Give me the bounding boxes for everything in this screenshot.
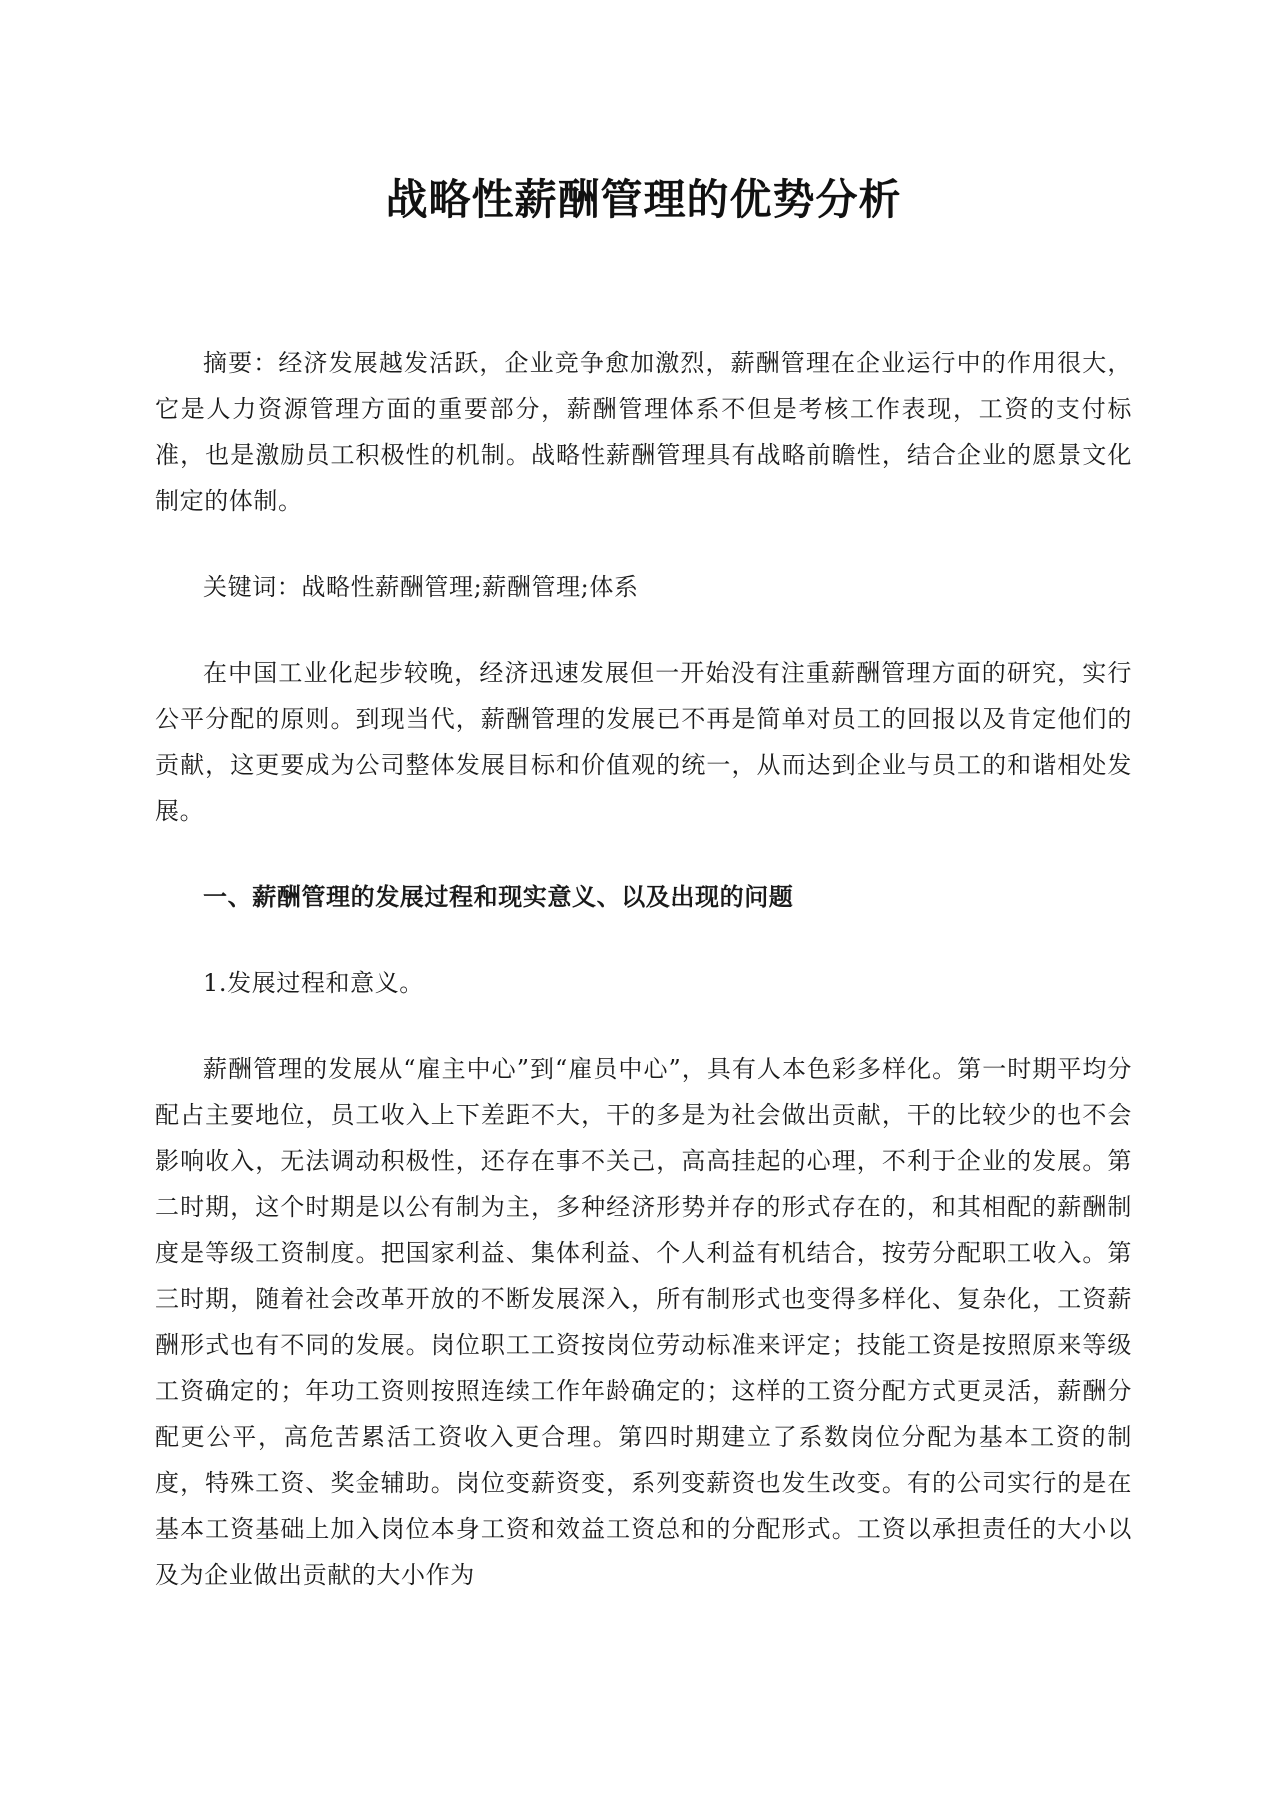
abstract-paragraph: 摘要：经济发展越发活跃，企业竞争愈加激烈，薪酬管理在企业运行中的作用很大，它是人力资源管理方面的重要部分，薪酬管理体系不但是考核工作表现，工资的支付标准，也是激励员工积极性的机制。战略性薪酬管理具有战略前瞻性，结合企业的愿景文化制定的体制。 (155, 349, 1132, 515)
spacer (155, 1006, 1132, 1046)
body-paragraph: 薪酬管理的发展从“雇主中心”到“雇员中心”，具有人本色彩多样化。第一时期平均分配占主要地位，员工收入上下差距不大，干的多是为社会做出贡献，干的比较少的也不会影响收入，无法调动积极性，还存在事不关己，高高挂起的心理，不利于企业的发展。第二时期，这个时期是以公有制为主，多种经济形势并存的形式存在的，和其相配的薪酬制度是等级工资制度。把国家利益、集体利益、个人利益有机结合，按劳分配职工收入。第三时期，随着社会改革开放的不断发展深入，所有制形式也变得多样化、复杂化，工资薪酬形式也有不同的发展。岗位职工工资按岗位劳动标准来评定；技能工资是按照原来等级工资确定的；年功工资则按照连续工作年龄确定的；这样的工资分配方式更灵活，薪酬分配更公平，高危苦累活工资收入更合理。第四时期建立了系数岗位分配为基本工资的制度，特殊工资、奖金辅助。岗位变薪资变，系列变薪资也发生改变。有的公司实行的是在基本工资基础上加入岗位本身工资和效益工资总和的分配形式。工资以承担责任的大小以及为企业做出贡献的大小作为 (155, 1055, 1132, 1589)
intro-paragraph: 在中国工业化起步较晚，经济迅速发展但一开始没有注重薪酬管理方面的研究，实行公平分配的原则。到现当代，薪酬管理的发展已不再是简单对员工的回报以及肯定他们的贡献，这更要成为公司整体发展目标和价值观的统一，从而达到企业与员工的和谐相处发展。 (155, 659, 1132, 825)
section-heading: 一、薪酬管理的发展过程和现实意义、以及出现的问题 (203, 882, 794, 911)
spacer (155, 610, 1132, 650)
spacer (155, 524, 1132, 564)
subsection-heading: 1.发展过程和意义。 (203, 969, 424, 997)
spacer (155, 920, 1132, 960)
document-title: 战略性薪酬管理的优势分析 (385, 175, 902, 224)
keywords-line: 关键词：战略性薪酬管理;薪酬管理;体系 (203, 573, 639, 601)
spacer (155, 834, 1132, 874)
